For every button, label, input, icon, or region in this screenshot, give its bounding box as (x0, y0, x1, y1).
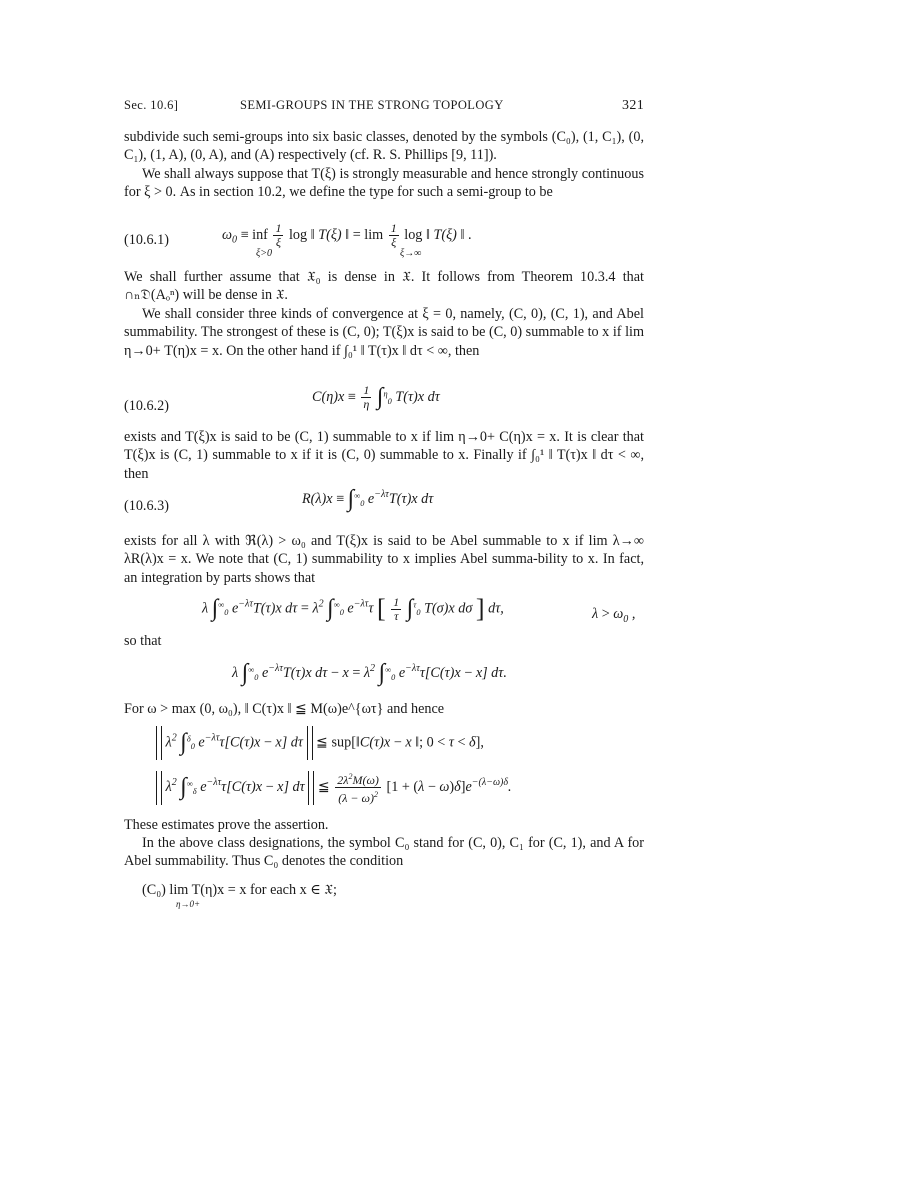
paragraph: In the above class designations, the symbol C₀ stand for (C, 0), C₁ for (C, 1), and A for Abel summability. Thus C₀ denotes the condition (124, 835, 644, 870)
paragraph: For ω > max (0, ω₀), ‖ C(τ)x ‖ ≦ M(ω)e^{ωτ} and hence (124, 701, 445, 717)
equation-label: (10.6.2) (124, 398, 169, 414)
paragraph: We shall further assume that 𝔛₀ is dense in 𝔛. It follows from Theorem 10.3.4 that ∩ₙ𝔇(Aₒⁿ) will be dense in 𝔛. (124, 269, 644, 304)
paragraph: These estimates prove the assertion. (124, 817, 329, 833)
equation-so-that: λ $\int^\infty_0$ $e^{-\lambda\tau}T(\tau)x$ $d\tau - x = \lambda^2$ $\int^\infty_0$ $e^{-\lambda\tau}\tau[C(\tau)x - x]$ dτ. (232, 660, 507, 686)
running-title: SEMI-GROUPS IN THE STRONG TOPOLOGY (240, 98, 504, 112)
paragraph: We shall consider three kinds of convergence at ξ = 0, namely, (C, 0), (C, 1), and Abel summability. The strongest of these is (C, 0); T(ξ)x is said to be (C, 0) summable to x if lim η→0+ T(η)x = x. On the other hand if ∫₀¹ ‖ T(τ)x ‖ dτ < ∞, then (124, 306, 644, 359)
paragraph: exists and T(ξ)x is said to be (C, 1) summable to x if lim η→0+ C(η)x = x. It is clear that T(ξ)x is (C, 1) summable to x if it is (C, 0) summable to x. Finally if ∫₀¹ ‖ T(τ)x ‖ dτ < ∞, then (124, 429, 644, 482)
equation-label: (10.6.3) (124, 498, 169, 514)
paragraph: subdivide such semi-groups into six basic classes, denoted by the symbols (C₀), (1, C₁), (0, C₁), (1, A), (0, A), and (A) respectively (cf. R. S. Phillips [9, 11]). (124, 129, 644, 164)
condition-lambda: $\lambda > \omega_0$ , (592, 606, 636, 625)
equation-10-6-3: $R(\lambda)x \equiv \int^\infty_0$ $e^{-\lambda\tau}T(\tau)x$ dτ (302, 486, 434, 512)
page-number: 321 (622, 98, 645, 113)
section-ref: Sec. 10.6] (124, 98, 179, 112)
equation-10-6-2: C(η)x ≡ $\frac{1}{\eta}$ ∫$^\eta_0$ T(τ)x dτ (312, 383, 440, 411)
equation-parts: λ $\int^\infty_0$ $e^{-\lambda\tau}T(\tau)x$ $d\tau = \lambda^2$ $\int^\infty_0$ $e^{-\lambda\tau}\tau$ [ $\frac{1}{\tau}$ ∫$^\tau_0$ T(σ)x dσ ] dτ, (202, 594, 504, 623)
condition-c0: (C₀) lim T(η)x = x for each x ∈ 𝔛; (142, 882, 337, 898)
paragraph: We shall always suppose that T(ξ) is strongly measurable and hence strongly continuous for ξ > 0. As in section 10.2, we define the type for such a semi-group to be (124, 166, 644, 201)
equation-label: (10.6.1) (124, 232, 169, 248)
paragraph: exists for all λ with ℜ(λ) > ω₀ and T(ξ)x is said to be Abel summable to x if lim λ→∞ λR(λ)x = x. We note that (C, 1) summability to x implies Abel summa-bility to x. In fact, an integration by parts shows that (124, 533, 644, 586)
equation-10-6-1: $\omega_0$ ≡ inf $\frac{1}{\xi}$ log ‖ T(ξ) ‖ = lim $\frac{1}{\xi}$ log ‖ T(ξ) ‖ . ξ>0 ξ→∞ (222, 221, 472, 259)
estimate-2: $\lambda^2$ $\int^\infty_\delta$ $e^{-\lambda\tau}\tau[C(\tau)x - x]$ dτ ≦ $\frac{2\lambda^2M(\omega)}{(\lambda - \omega)^2}$ $[1 + (\lambda - \omega)\delta]e^{-(\lambda-\omega)\delta}$. (156, 770, 512, 805)
paragraph: so that (124, 633, 162, 649)
estimate-1: $\lambda^2$ ∫$^\delta_0$ $e^{-\lambda\tau}\tau[C(\tau)x - x]$ dτ ≦ sup[‖C(τ)x − x ‖; 0 < τ < δ], (156, 726, 484, 760)
condition-c0-limit: η→0+ (176, 899, 201, 909)
